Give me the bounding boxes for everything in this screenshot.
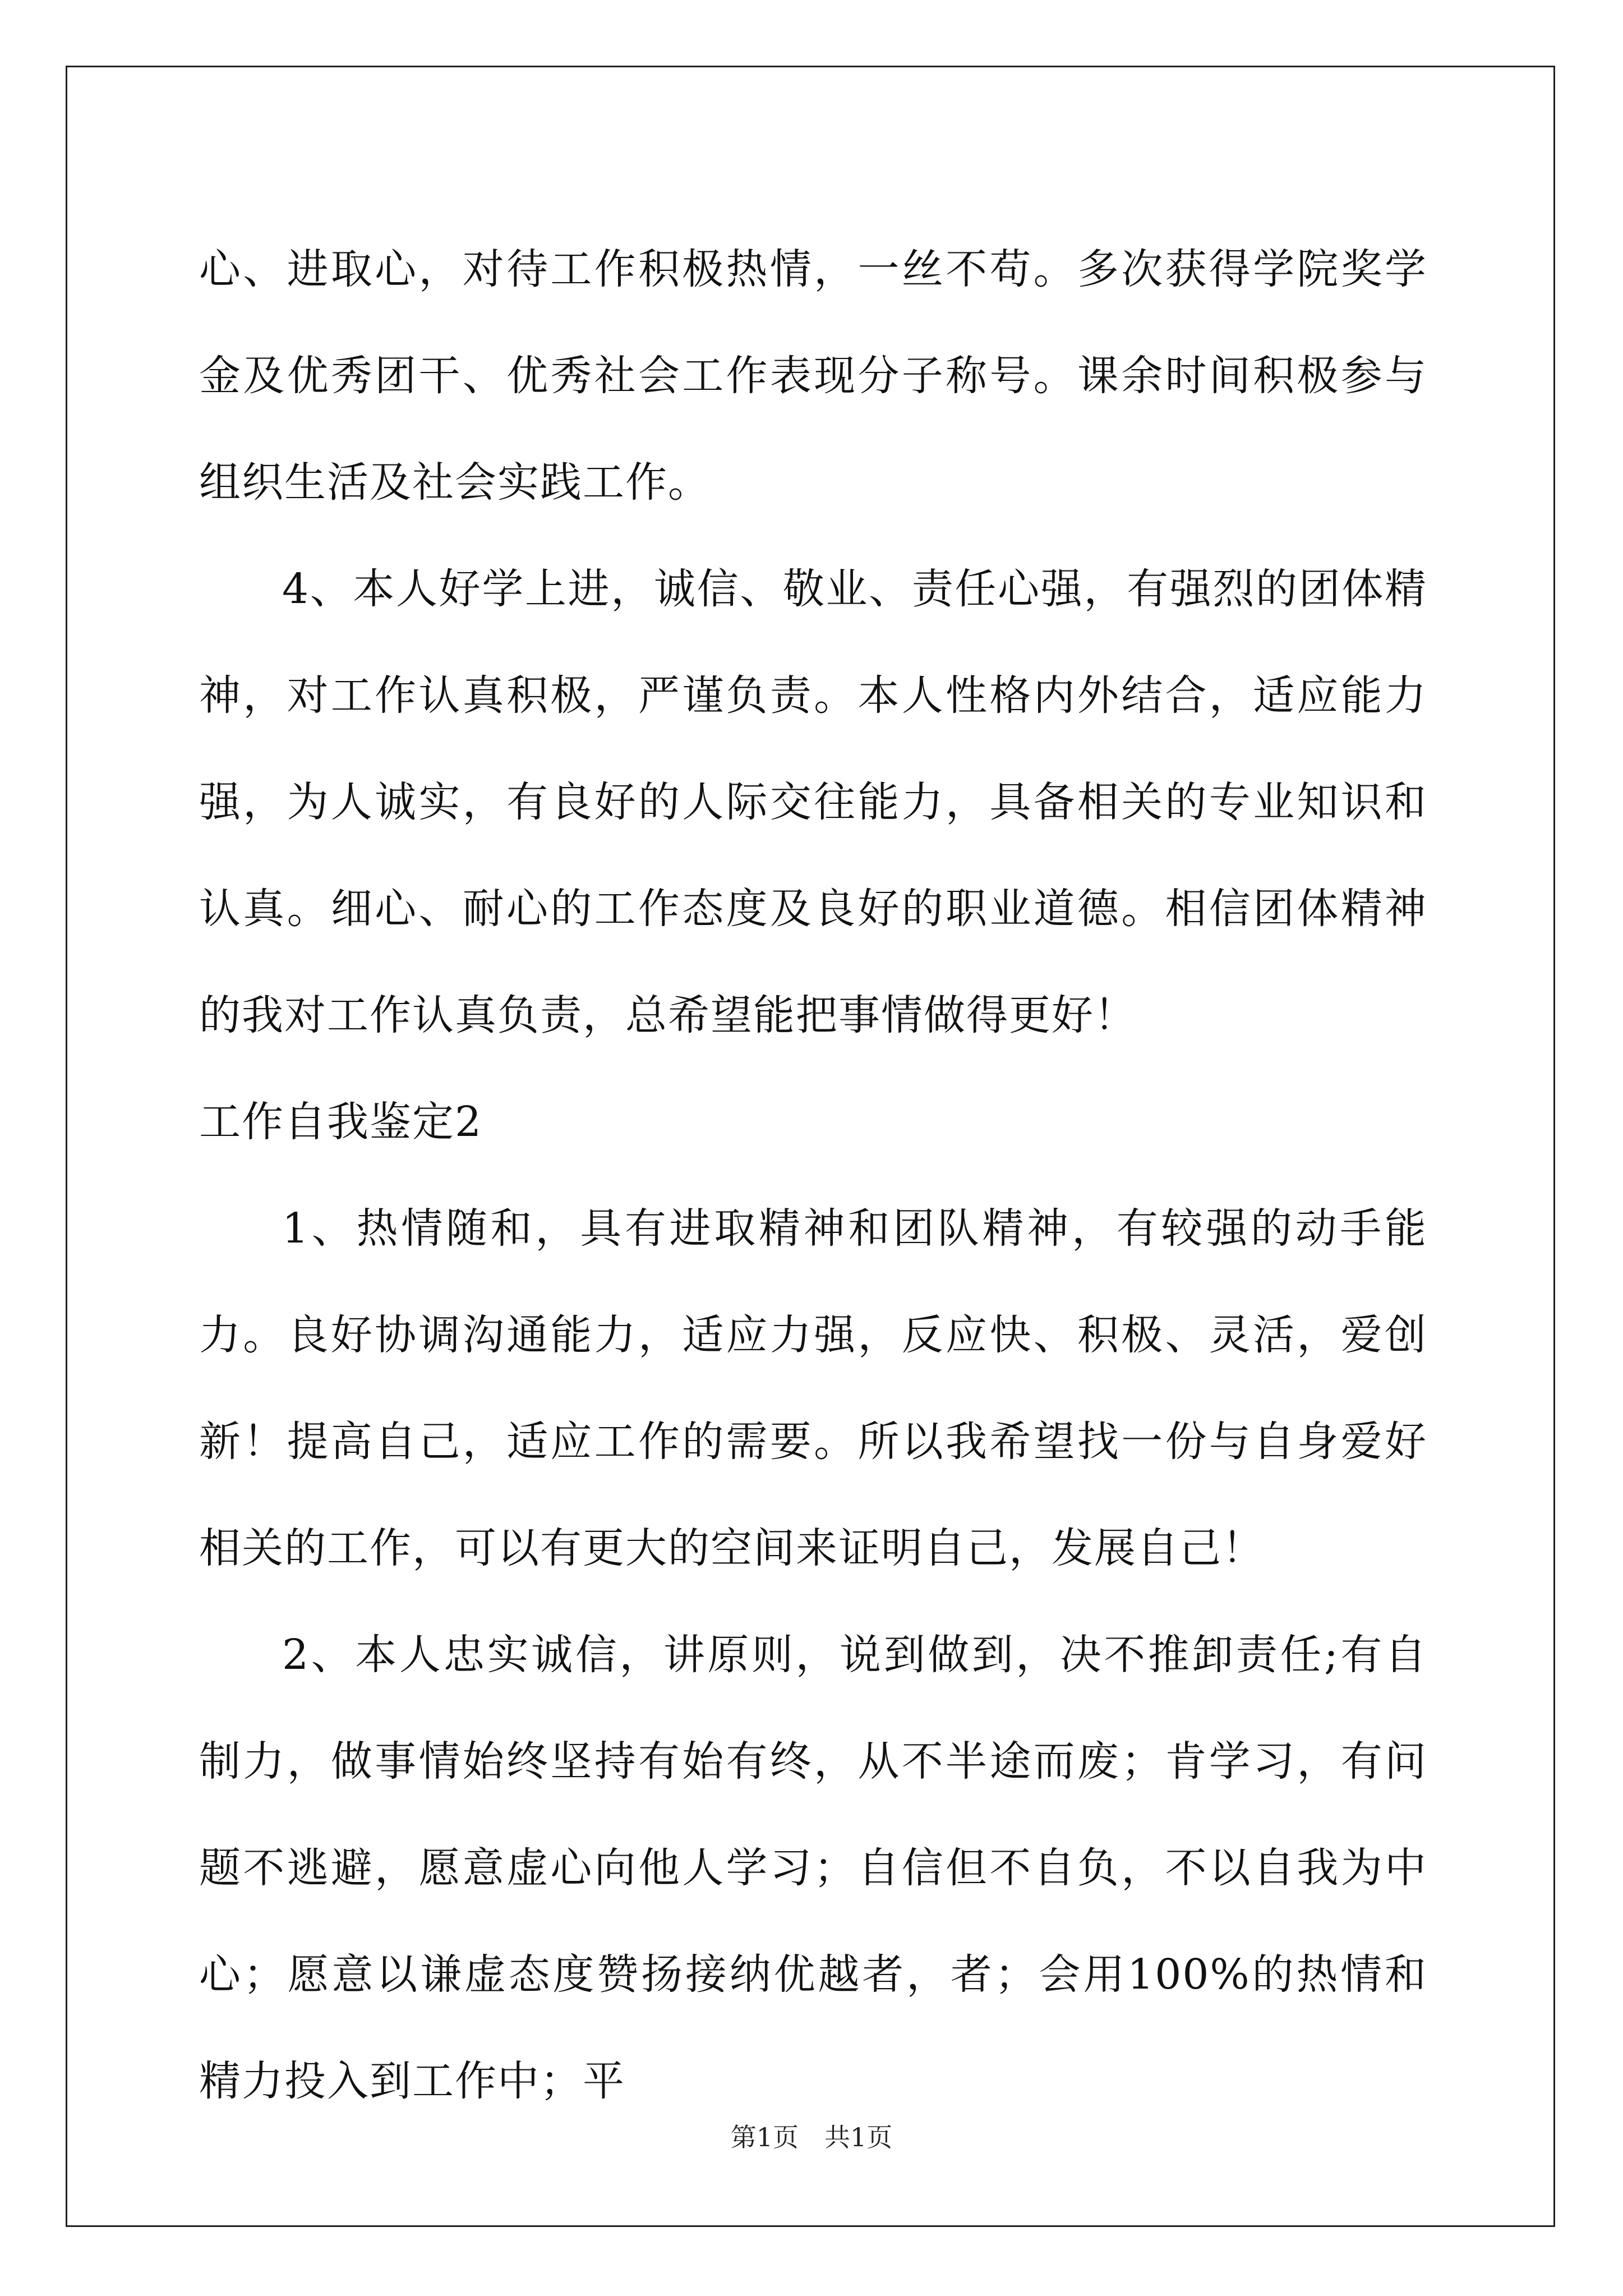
document-body xyxy=(199,216,1427,2134)
paragraph-item-4: 4、本人好学上进，诚信、敬业、责任心强，有强烈的团体精神，对工作认真积极，严谨负责。本人性格内外结合，适应能力强，为人诚实，有良好的人际交往能力，具备相关的专业知识和认真。细心、耐心的工作态度及良好的职业道德。相信团体精神的我对工作认真负责，总希望能把事情做得更好！ xyxy=(199,565,1427,1039)
section-heading: 工作自我鉴定2 xyxy=(199,1098,483,1146)
paragraph-continuation: 心、进取心，对待工作积极热情，一丝不苟。多次获得学院奖学金及优秀团干、优秀社会工作表现分子称号。课余时间积极参与组织生活及社会实践工作。 xyxy=(199,245,1427,507)
page-number-footer: 第1页 共1页 xyxy=(730,2122,893,2152)
paragraph-item-2: 2、本人忠实诚信，讲原则，说到做到，决不推卸责任;有自制力，做事情始终坚持有始有终，从不半途而废；肯学习，有问题不逃避，愿意虚心向他人学习；自信但不自负，不以自我为中心；愿意以谦虚态度赞扬接纳优越者，者；会用100%的热情和精力投入到工作中；平 xyxy=(199,1631,1427,2105)
paragraph-item-1: 1、热情随和，具有进取精神和团队精神，有较强的动手能力。良好协调沟通能力，适应力强，反应快、积极、灵活，爱创新！提高自己，适应工作的需要。所以我希望找一份与自身爱好相关的工作，可以有更大的空间来证明自己，发展自己！ xyxy=(199,1204,1427,1572)
